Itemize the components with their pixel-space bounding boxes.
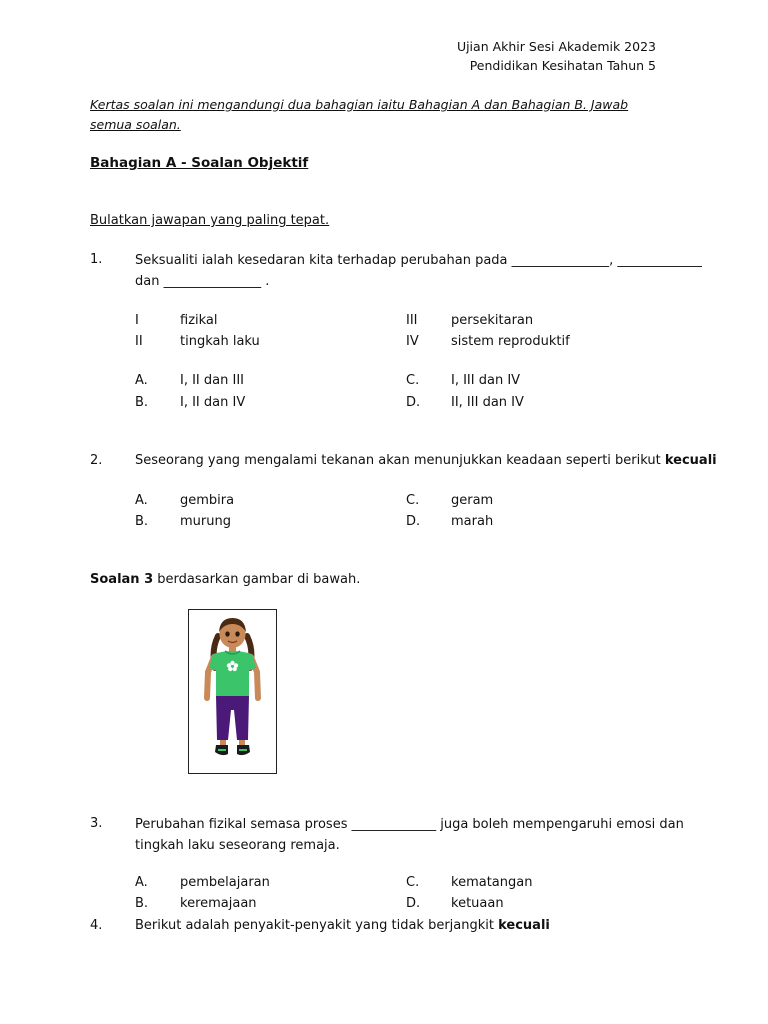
option-text[interactable]: gembira bbox=[180, 493, 235, 508]
option-letter[interactable]: B. bbox=[135, 896, 149, 911]
girl-illustration bbox=[189, 610, 276, 773]
option-letter[interactable]: D. bbox=[406, 896, 421, 911]
section-title: Bahagian A - Soalan Objektif bbox=[90, 155, 309, 171]
statement-label: III bbox=[406, 313, 418, 328]
option-text[interactable]: keremajaan bbox=[180, 896, 257, 911]
option-text[interactable]: murung bbox=[180, 514, 231, 529]
question-text-line: tingkah laku seseorang remaja. bbox=[135, 838, 340, 853]
question-text-main: Seseorang yang mengalami tekanan akan menunjukkan keadaan seperti berikut bbox=[135, 453, 665, 468]
option-letter[interactable]: A. bbox=[135, 875, 148, 890]
option-text[interactable]: geram bbox=[451, 493, 494, 508]
option-text[interactable]: ketuaan bbox=[451, 896, 504, 911]
option-letter[interactable]: C. bbox=[406, 373, 420, 388]
option-letter[interactable]: C. bbox=[406, 493, 420, 508]
question-3-intro-bold: Soalan 3 bbox=[90, 572, 154, 587]
question-3-intro-text: berdasarkan gambar di bawah. bbox=[153, 572, 361, 587]
statement-text: persekitaran bbox=[451, 313, 534, 328]
option-letter[interactable]: A. bbox=[135, 373, 148, 388]
question-number: 2. bbox=[90, 453, 103, 468]
option-text[interactable]: I, II dan III bbox=[180, 373, 244, 388]
question-keyword: kecuali bbox=[664, 453, 717, 468]
option-text[interactable]: kematangan bbox=[451, 875, 533, 890]
answer-instruction: Bulatkan jawapan yang paling tepat. bbox=[90, 213, 330, 228]
question-text-line: Seksualiti ialah kesedaran kita terhadap perubahan pada _______________, _____________ bbox=[135, 253, 702, 268]
option-letter[interactable]: D. bbox=[406, 514, 421, 529]
option-letter[interactable]: D. bbox=[406, 395, 421, 410]
girl-illustration-frame bbox=[188, 609, 277, 774]
question-3-intro bbox=[90, 571, 360, 589]
option-text[interactable]: I, III dan IV bbox=[451, 373, 521, 388]
question-text-line: dan _______________ . bbox=[135, 274, 270, 289]
question-number: 4. bbox=[90, 918, 103, 933]
option-letter[interactable]: B. bbox=[135, 514, 149, 529]
question-keyword: kecuali bbox=[498, 918, 550, 933]
question-text-main: Berikut adalah penyakit-penyakit yang tidak berjangkit bbox=[135, 918, 499, 933]
intro-instruction: Kertas soalan ini mengandungi dua bahagian iaitu Bahagian A dan Bahagian B. Jawab semua soalan. bbox=[90, 97, 629, 132]
question-text bbox=[135, 814, 695, 856]
option-letter[interactable]: C. bbox=[406, 875, 420, 890]
option-text[interactable]: pembelajaran bbox=[180, 875, 270, 890]
option-text[interactable]: I, II dan IV bbox=[180, 395, 246, 410]
option-text[interactable]: II, III dan IV bbox=[451, 395, 524, 410]
option-letter[interactable]: B. bbox=[135, 395, 149, 410]
exam-header bbox=[457, 37, 656, 75]
exam-title: Ujian Akhir Sesi Akademik 2023 bbox=[456, 39, 656, 54]
statement-label: II bbox=[135, 334, 143, 349]
question-text bbox=[135, 452, 717, 470]
statement-text: fizikal bbox=[180, 313, 218, 328]
exam-subject: Pendidikan Kesihatan Tahun 5 bbox=[469, 58, 656, 73]
option-text[interactable]: marah bbox=[451, 514, 494, 529]
statement-text: sistem reproduktif bbox=[451, 334, 570, 349]
question-number: 3. bbox=[90, 816, 103, 831]
question-number: 1. bbox=[90, 252, 103, 267]
statement-text: tingkah laku bbox=[180, 334, 260, 349]
statement-label: IV bbox=[406, 334, 419, 349]
question-text bbox=[135, 250, 702, 292]
statement-label: I bbox=[135, 313, 139, 328]
question-text-line: Perubahan fizikal semasa proses _____________ juga boleh mempengaruhi emosi dan bbox=[135, 817, 684, 832]
option-letter[interactable]: A. bbox=[135, 493, 148, 508]
question-text bbox=[135, 917, 550, 935]
